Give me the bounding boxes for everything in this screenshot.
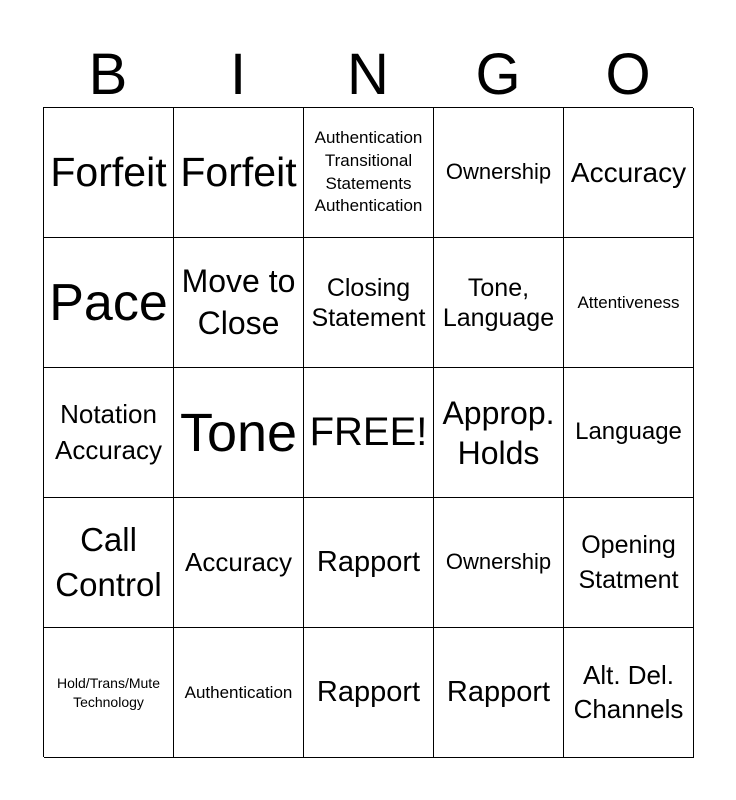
- bingo-cell-r2-c5[interactable]: [564, 238, 694, 368]
- bingo-cell-r1-c4[interactable]: [434, 108, 564, 238]
- cell-text: Rapport: [316, 676, 421, 709]
- bingo-cell-r5-c3[interactable]: [304, 628, 434, 758]
- header-letter-b: B: [88, 42, 128, 107]
- bingo-cell-r4-c5[interactable]: [564, 498, 694, 628]
- cell-text: Notation Accuracy: [55, 399, 162, 465]
- cell-text: Ownership: [445, 549, 552, 575]
- bingo-cell-r1-c3[interactable]: [304, 108, 434, 238]
- cell-text: Move to Close: [181, 262, 296, 341]
- bingo-cell-r5-c2[interactable]: [174, 628, 304, 758]
- bingo-cell-r4-c1[interactable]: [44, 498, 174, 628]
- bingo-cell-r2-c2[interactable]: [174, 238, 304, 368]
- cell-text: Rapport: [446, 676, 551, 709]
- bingo-cell-r2-c4[interactable]: [434, 238, 564, 368]
- cell-text: Hold/Trans/Mute Technology: [57, 674, 160, 710]
- bingo-cell-r5-c4[interactable]: [434, 628, 564, 758]
- cell-text: Opening Statment: [578, 530, 679, 594]
- bingo-card-grid: [43, 107, 693, 757]
- header-letter-o: O: [605, 42, 651, 107]
- cell-text: Approp. Holds: [442, 394, 555, 471]
- cell-text: Attentiveness: [577, 292, 680, 312]
- cell-text: Forfeit: [50, 148, 167, 195]
- cell-text: Tone, Language: [442, 273, 555, 332]
- bingo-cell-r5-c5[interactable]: [564, 628, 694, 758]
- bingo-cell-r5-c1[interactable]: [44, 628, 174, 758]
- bingo-cell-r1-c1[interactable]: [44, 108, 174, 238]
- bingo-cell-r3-c4[interactable]: [434, 368, 564, 498]
- bingo-header: [43, 42, 693, 108]
- bingo-cell-r4-c4[interactable]: [434, 498, 564, 628]
- bingo-cell-r4-c3[interactable]: [304, 498, 434, 628]
- cell-text: Tone: [179, 402, 298, 463]
- cell-text: Call Control: [55, 520, 162, 603]
- bingo-cell-r3-c1[interactable]: [44, 368, 174, 498]
- bingo-cell-r3-c5[interactable]: [564, 368, 694, 498]
- cell-text: Forfeit: [180, 148, 297, 195]
- cell-text: Pace: [49, 273, 168, 332]
- cell-text: Closing Statement: [311, 273, 426, 332]
- cell-text: Alt. Del. Channels: [573, 659, 684, 724]
- header-letter-g: G: [475, 42, 521, 107]
- bingo-cell-r3-c2[interactable]: [174, 368, 304, 498]
- cell-text: Accuracy: [185, 546, 292, 577]
- bingo-cell-r4-c2[interactable]: [174, 498, 304, 628]
- cell-text: Authentication Transitional Statements Authentication: [314, 127, 423, 216]
- cell-text: Accuracy: [570, 156, 687, 188]
- bingo-cell-r1-c2[interactable]: [174, 108, 304, 238]
- cell-text: Rapport: [316, 546, 421, 579]
- bingo-cell-r3-c3[interactable]: [304, 368, 434, 498]
- cell-text: FREE!: [309, 410, 428, 455]
- cell-text: Ownership: [445, 159, 552, 185]
- header-letter-n: N: [347, 42, 389, 107]
- bingo-cell-r2-c1[interactable]: [44, 238, 174, 368]
- header-letter-i: I: [229, 42, 247, 107]
- cell-text: Authentication: [184, 682, 293, 702]
- bingo-cell-r2-c3[interactable]: [304, 238, 434, 368]
- bingo-cell-r1-c5[interactable]: [564, 108, 694, 238]
- cell-text: Language: [575, 418, 682, 446]
